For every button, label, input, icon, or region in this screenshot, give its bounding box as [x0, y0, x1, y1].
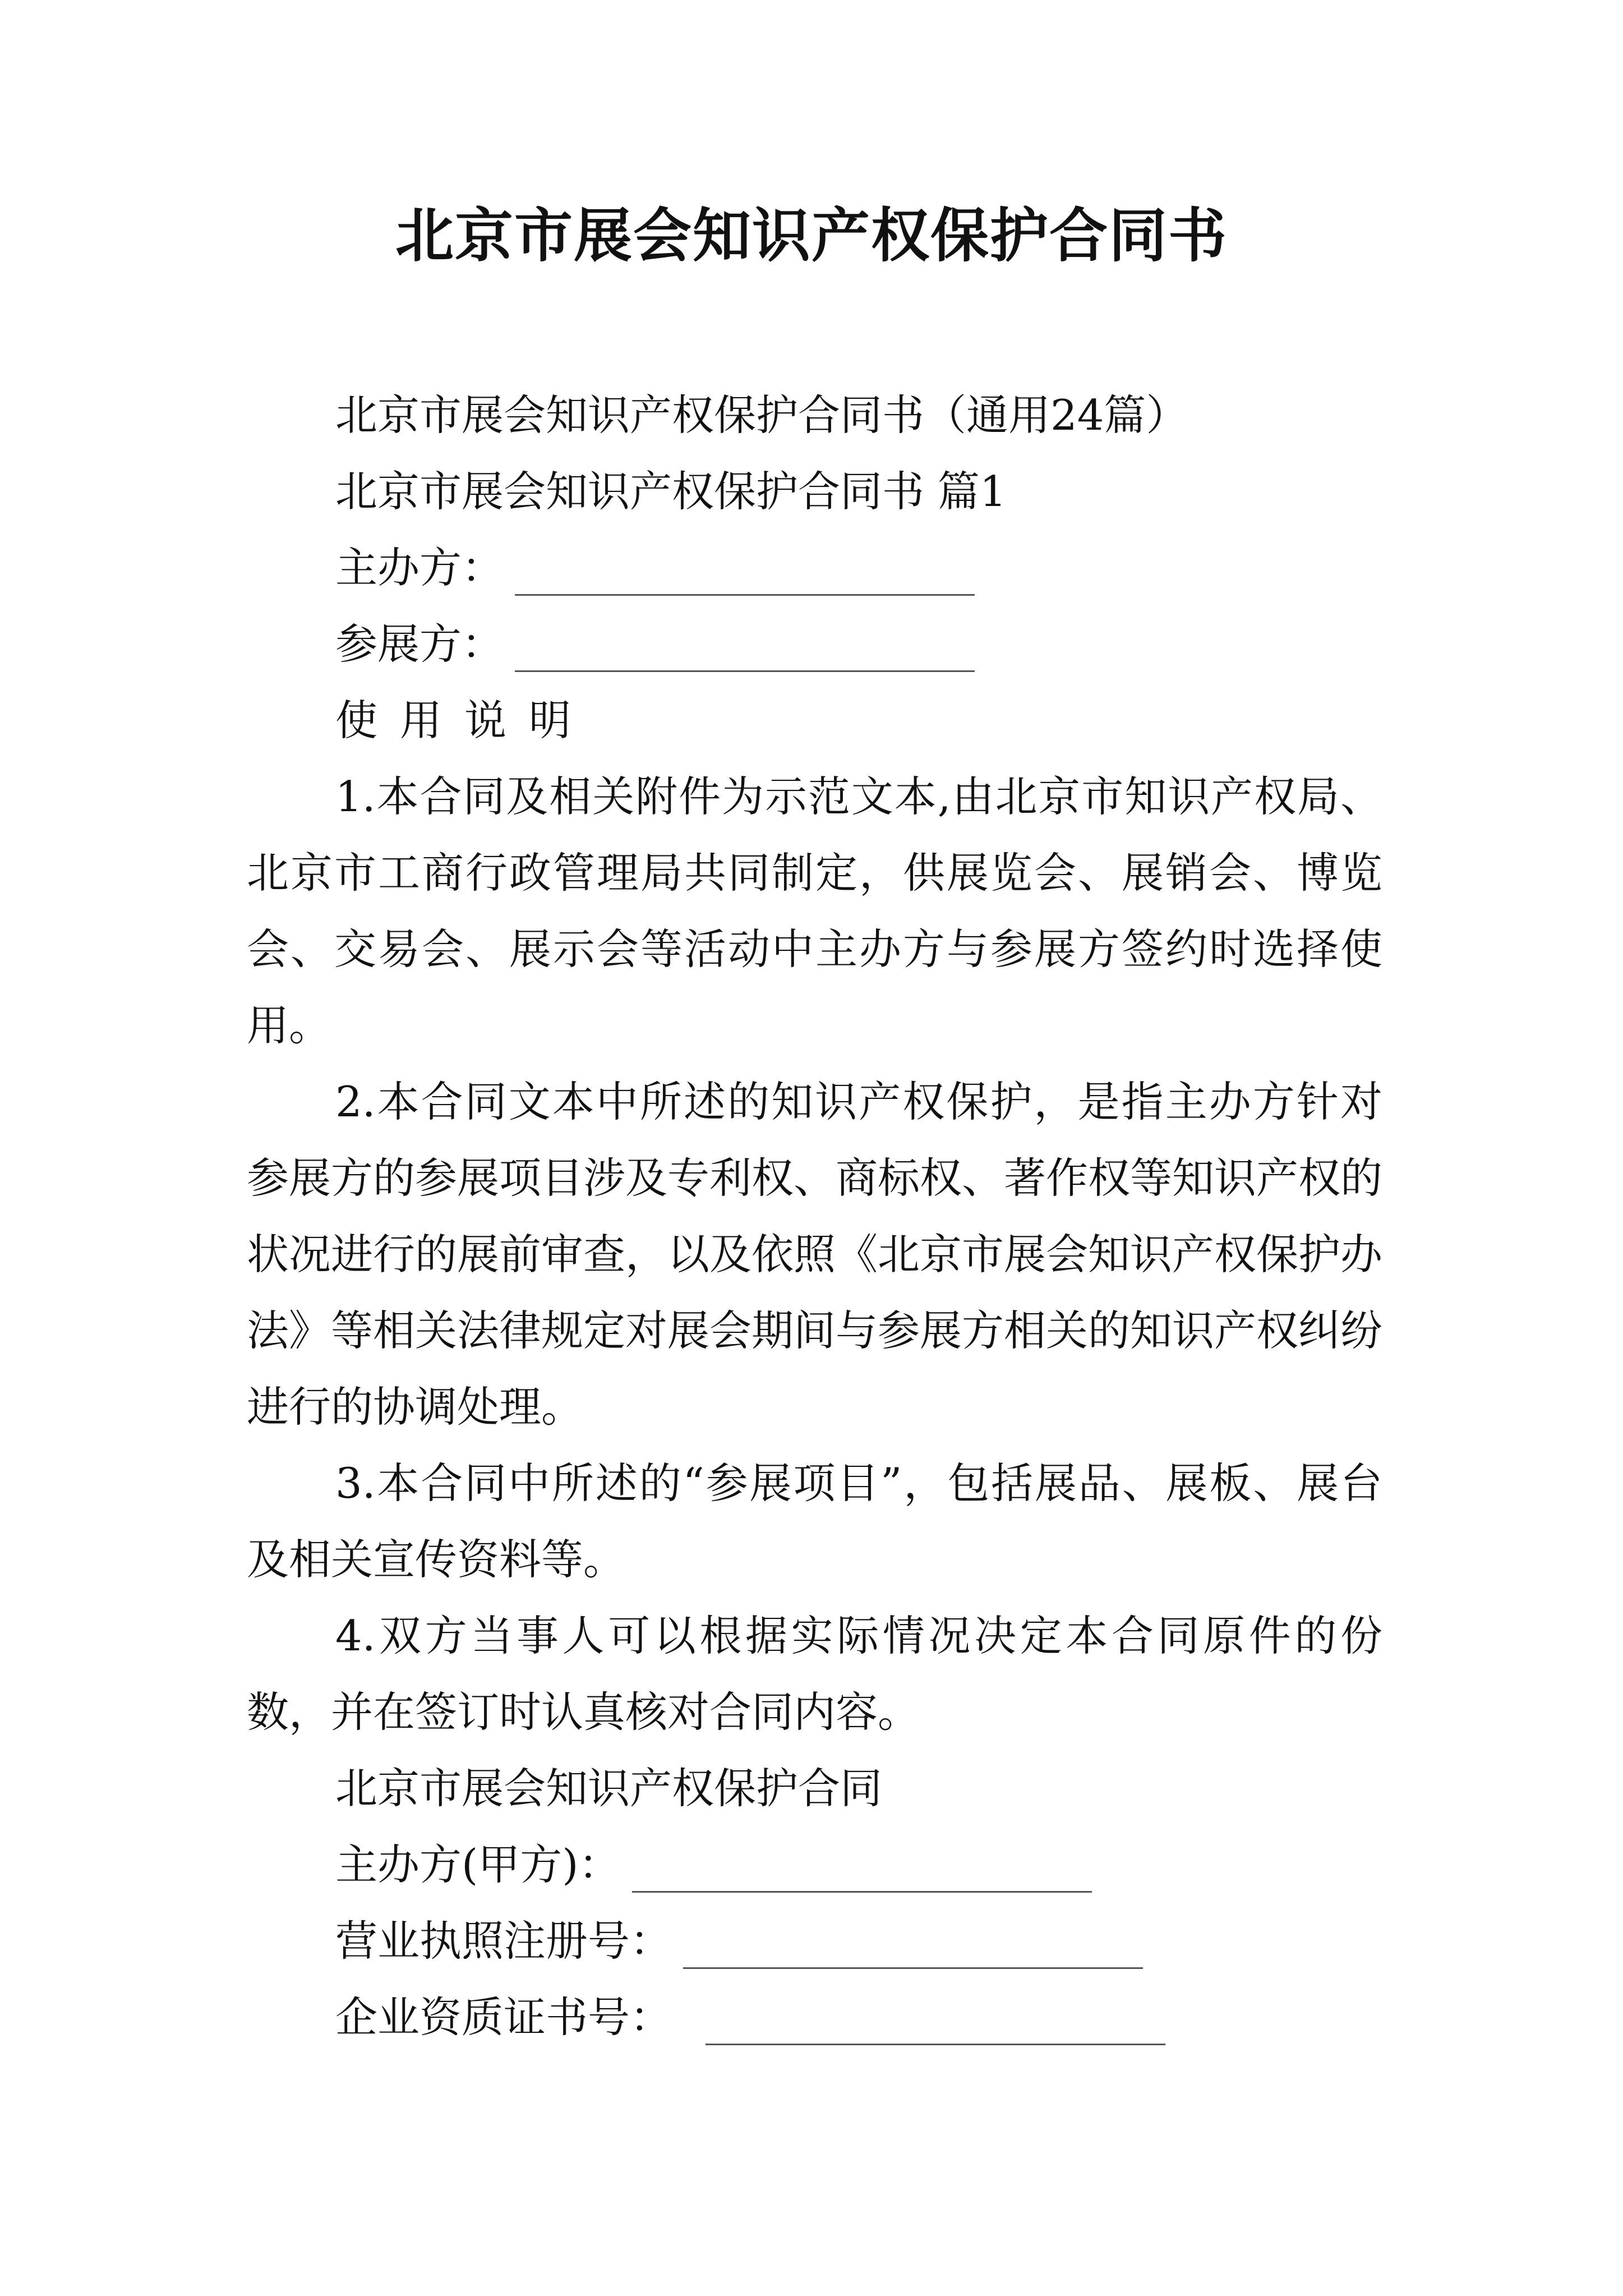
usage-paragraph-4: 4.双方当事人可以根据实际情况决定本合同原件的份数，并在签订时认真核对合同内容。: [247, 1611, 1382, 1737]
party-a-blank[interactable]: [632, 1852, 1092, 1893]
exhibitor-blank[interactable]: [515, 631, 975, 672]
party-a-field: [335, 1837, 1092, 1893]
license-label: 营业执照注册号：: [335, 1916, 672, 1966]
party-a-label: 主办方(甲方)：: [335, 1840, 621, 1889]
license-field: [335, 1913, 1143, 1969]
organizer-blank[interactable]: [515, 555, 975, 596]
license-blank[interactable]: [683, 1928, 1143, 1969]
qualification-blank[interactable]: [706, 2004, 1165, 2045]
usage-paragraph-1: 1.本合同及相关附件为示范文本,由北京市知识产权局、北京市工商行政管理局共同制定，供展览会、展销会、博览会、交易会、展示会等活动中主办方与参展方签约时选择使用。: [247, 772, 1382, 1050]
organizer-field: [335, 540, 975, 596]
contract-title: 北京市展会知识产权保护合同: [335, 1764, 883, 1813]
exhibitor-label: 参展方：: [335, 619, 504, 669]
qualification-field: [335, 1989, 1165, 2045]
qualification-label: 企业资质证书号：: [335, 1993, 672, 2042]
document-subtitle: 北京市展会知识产权保护合同书（通用24篇）: [335, 390, 1188, 440]
document-title: 北京市展会知识产权保护合同书: [395, 201, 1228, 270]
organizer-label: 主办方：: [335, 543, 504, 592]
usage-paragraph-2: 2.本合同文本中所述的知识产权保护，是指主办方针对参展方的参展项目涉及专利权、商标权、著作权等知识产权的状况进行的展前审查，以及依照《北京市展会知识产权保护办法》等相关法律规定对展会期间与参展方相关的知识产权纠纷进行的协调处理。: [247, 1077, 1383, 1432]
usage-paragraph-3: 3.本合同中所述的“参展项目”，包括展品、展板、展台及相关宣传资料等。: [247, 1458, 1382, 1584]
exhibitor-field: [335, 616, 975, 672]
usage-heading: 使用说明: [335, 696, 594, 745]
section-heading: 北京市展会知识产权保护合同书 篇1: [335, 467, 1007, 516]
